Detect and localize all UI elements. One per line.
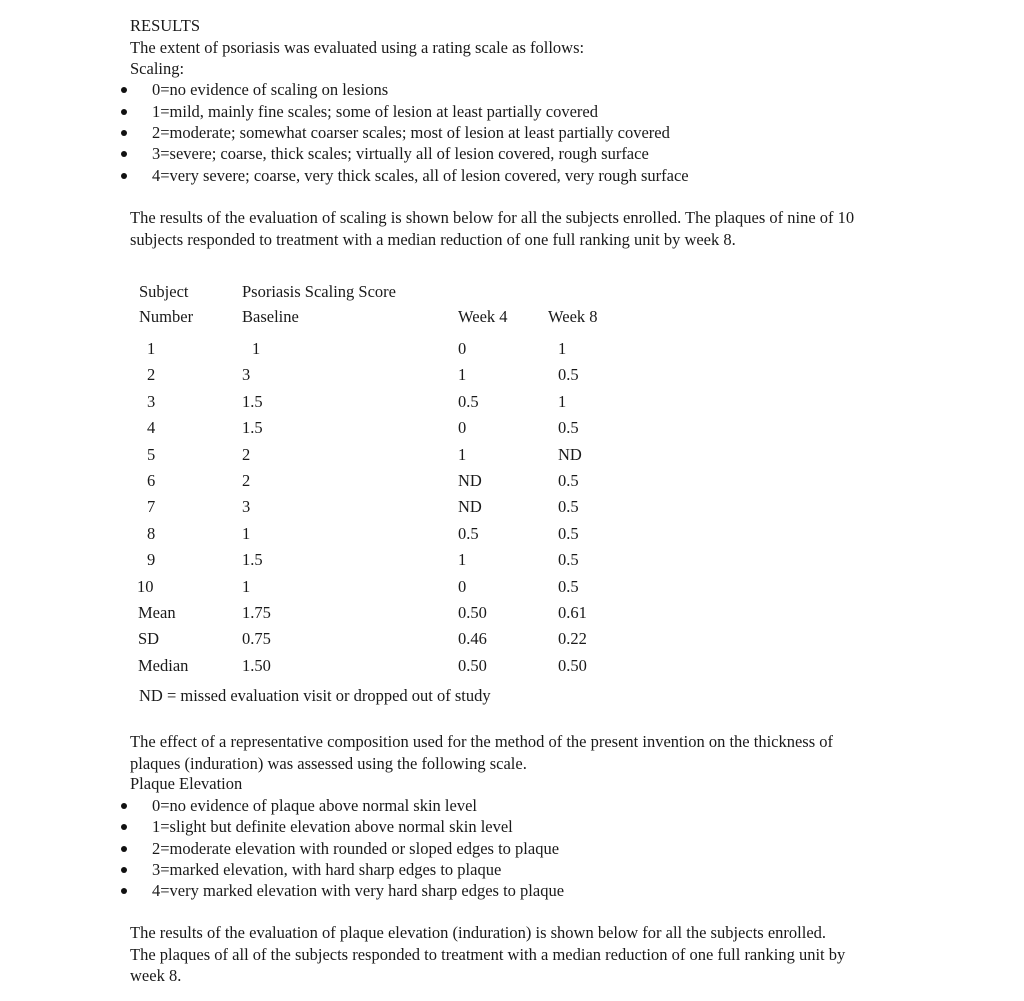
elevation-label: Plaque Elevation xyxy=(130,774,243,793)
table-cell: 0.5 xyxy=(558,576,579,596)
table-cell: 1 xyxy=(242,576,251,596)
table-row-label: SD xyxy=(138,629,160,649)
table-cell: 0.50 xyxy=(458,603,487,622)
table-row-label: 6 xyxy=(147,471,156,490)
table-row-label: 7 xyxy=(147,497,156,517)
table-cell: 0.5 xyxy=(558,471,579,490)
table-footnote: ND = missed evaluation visit or dropped out of study xyxy=(139,686,491,705)
table-row-label: 2 xyxy=(147,365,156,385)
column-header-week4: Week 4 xyxy=(458,307,508,326)
table-cell: 0.22 xyxy=(558,629,587,649)
table-cell: 0.5 xyxy=(558,497,579,517)
table-cell: 1.75 xyxy=(242,603,271,622)
effect-paragraph: The effect of a representative composition used for the method of the present invention on the thickness of plaques (induration) was assessed using the following scale. xyxy=(130,732,834,773)
table-cell: 1 xyxy=(242,523,251,543)
table-cell: ND xyxy=(458,471,482,490)
table-row-label: 4 xyxy=(147,418,156,438)
table-row-label: 10 xyxy=(137,576,154,596)
column-header-subject: Subject xyxy=(139,282,189,301)
bullet-icon xyxy=(121,888,127,894)
table-row-label: Median xyxy=(138,655,189,675)
table-cell: 3 xyxy=(242,497,251,517)
table-cell: 2 xyxy=(242,471,251,490)
scaling-label: Scaling: xyxy=(130,59,185,78)
table-row-label: 8 xyxy=(147,523,156,543)
column-header-number: Number xyxy=(139,307,194,326)
table-cell: 0.5 xyxy=(558,523,579,543)
table-cell: 1 xyxy=(252,339,261,358)
table-cell: 1.5 xyxy=(242,391,263,411)
table-cell: 0.5 xyxy=(458,391,479,411)
table-cell: 1 xyxy=(458,365,467,385)
section-heading: RESULTS xyxy=(130,16,200,35)
table-row-label: 3 xyxy=(147,391,156,411)
table-cell: 0.5 xyxy=(558,365,579,385)
column-header-baseline: Baseline xyxy=(242,307,299,326)
elevation-results-paragraph: The results of the evaluation of plaque elevation (induration) is shown below for all the subjects enrolled. The plaques of all of the subjects responded to treatment with a median reduction of one full ranking unit by week 8. xyxy=(130,923,846,985)
column-header-score: Psoriasis Scaling Score xyxy=(242,282,396,301)
table-cell: 0.75 xyxy=(242,629,271,649)
table-cell: 0 xyxy=(458,418,467,438)
table-cell: ND xyxy=(458,497,482,517)
bullet-icon xyxy=(121,803,127,809)
table-cell: 1.50 xyxy=(242,655,271,675)
table-cell: 1 xyxy=(558,339,567,358)
table-row-label: 9 xyxy=(147,550,156,570)
bullet-icon xyxy=(121,867,127,873)
table-cell: ND xyxy=(558,444,582,464)
bullet-icon xyxy=(121,151,127,157)
column-header-week8: Week 8 xyxy=(548,307,598,326)
document-page: RESULTS The extent of psoriasis was evaluated using a rating scale as follows: Scaling: 0=no evidence of scaling on lesions 1=mild, mainly fine scales; some of lesion at least partially covered 2=moderate; somewhat coarser scales; most of lesion at least partially covered 3=severe; coarse, thick scales; virtually all of lesion covered, rough surface 4=very severe; coarse, very thick scales, all of lesion covered, very rough surface The results of the evaluation of scaling is shown below for all the subjects enrolled. The plaques of nine of 10 subjects responded to treatment with a median reduction of one full ranking unit by week 8. Subject Psoriasis Scaling Score Number Baseline Week 4 Week 8 1 1 0 1 2 3 1 0.5 3 1.5 0.5 1 4 1.5 0 0.5 5 2 1 ND 6 2 ND 0.5 7 3 ND 0.5 8 1 0.5 0.5 9 1.5 1 0.5 10 1 0 0.5 Mean 1.75 0.50 0.61 SD 0.75 0.46 0.22 Median 1.50 0.50 0.50 ND = missed evaluation visit or dropped out of study The effect of a representative composition used for the method of the present invention on the thickness of plaques (induration) was assessed using the following scale. Plaque Elevation 0=no evidence of plaque above normal skin level 1=slight but definite elevation above normal skin level 2=moderate elevation with rounded or sloped edges to plaque 3=marked elevation, with hard sharp edges to plaque 4=very marked elevation with very hard sharp edges to plaque The results of the evaluation of plaque elevation (induration) is shown below for all the subjects enrolled. The plaques of all of the subjects responded to treatment with a median reduction of one full ranking unit by week 8. xyxy=(0,0,1024,1001)
table-cell: 0.61 xyxy=(558,603,587,622)
table-cell: 3 xyxy=(242,365,251,385)
table-cell: 1.5 xyxy=(242,550,263,570)
intro-text: The extent of psoriasis was evaluated using a rating scale as follows: xyxy=(130,38,585,57)
table-cell: 1.5 xyxy=(242,418,263,438)
bullet-icon xyxy=(121,824,127,830)
table-cell: 0 xyxy=(458,339,467,358)
table-cell: 0.50 xyxy=(458,655,487,675)
table-cell: 0.5 xyxy=(458,523,479,543)
table-cell: 0.5 xyxy=(558,418,579,438)
table-cell: 0.50 xyxy=(558,655,587,675)
scaling-results-paragraph: The results of the evaluation of scaling is shown below for all the subjects enrolled. The plaques of nine of 10 subjects responded to treatment with a median reduction of one full ranking unit by week 8. xyxy=(130,208,855,249)
table-cell: 0.5 xyxy=(558,550,579,570)
bullet-icon xyxy=(121,130,127,136)
bullet-icon xyxy=(121,87,127,93)
table-cell: 0 xyxy=(458,576,467,596)
table-row-label: Mean xyxy=(138,603,176,622)
table-cell: 2 xyxy=(242,444,251,464)
table-cell: 1 xyxy=(558,391,567,411)
table-cell: 1 xyxy=(458,444,467,464)
table-cell: 1 xyxy=(458,550,467,570)
bullet-icon xyxy=(121,846,127,852)
table-row-label: 5 xyxy=(147,444,156,464)
bullet-icon xyxy=(121,109,127,115)
bullet-icon xyxy=(121,173,127,179)
table-row-label: 1 xyxy=(147,339,156,358)
table-cell: 0.46 xyxy=(458,629,487,649)
